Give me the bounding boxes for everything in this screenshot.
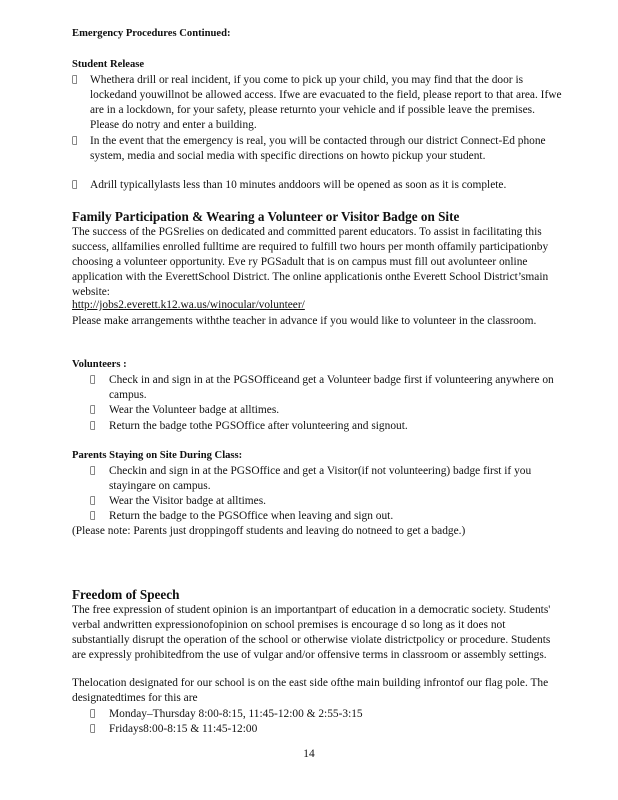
- bullet-icon: [90, 494, 95, 509]
- bullet-icon: [90, 403, 95, 418]
- subheading-student-release: Student Release: [72, 59, 145, 70]
- page-number: 14: [303, 748, 315, 760]
- bullet-icon: [90, 707, 95, 722]
- subheading-parents-staying: Parents Staying on Site During Class:: [72, 450, 243, 461]
- subheading-volunteers: Volunteers :: [72, 359, 127, 370]
- list-item: Whethera drill or real incident, if you come to pick up your child, you may find that the door is lockedand youwillnot be allowed access. Ifwe are evacuated to the field, please report to that area. Ifwe are in a lockdown, for your safety, please returnto your vehicle and if possible leave the premises. Please do notry and enter a building.: [72, 73, 562, 133]
- bullet-icon: [72, 178, 77, 193]
- freedom-of-speech-paragraph: The free expression of student opinion is an importantpart of education in a democratic society. Students' verbal andwritten expressionofopinion on school premises is encourage d so long as it does not substantially disrupt the operation of the school or otherwise violate districtpolicy or procedure. Students are expressly prohibitedfrom the use of vulgar and/or offensive terms in classroom or assembly settings.: [72, 604, 551, 661]
- badge-note: (Please note: Parents just droppingoff students and leaving do notneed to get a badge.): [72, 525, 466, 537]
- section-heading-family-participation: Family Participation & Wearing a Volunteer or Visitor Badge on Site: [72, 209, 460, 224]
- bullet-icon: [90, 722, 95, 737]
- bullet-icon: [90, 509, 95, 524]
- list-item: Monday–Thursday 8:00-8:15, 11:45-12:00 & 2:55-3:15: [90, 707, 560, 722]
- bullet-icon: [72, 134, 77, 149]
- section-heading-emergency: Emergency Procedures Continued:: [72, 28, 231, 39]
- list-item: Checkin and sign in at the PGSOffice and get a Visitor(if not volunteering) badge first if you stayingare on campus.: [90, 464, 560, 494]
- list-item: Return the badge tothe PGSOffice after volunteering and signout.: [90, 419, 560, 434]
- list-item: Adrill typicallylasts less than 10 minutes anddoors will be opened as soon as it is complete.: [72, 178, 562, 193]
- section-heading-freedom-of-speech: Freedom of Speech: [72, 587, 180, 602]
- bullet-icon: [90, 464, 95, 479]
- list-item: Return the badge to the PGSOffice when leaving and sign out.: [90, 509, 560, 524]
- list-item: Wear the Volunteer badge at alltimes.: [90, 403, 560, 418]
- bullet-icon: [90, 373, 95, 388]
- bullet-icon: [72, 73, 77, 88]
- family-participation-paragraph: The success of the PGSrelies on dedicated and committed parent educators. To assist in facilitating this success, allfamilies enrolled fulltime are required to fulfill two hours per month offamily participationby choosing a volunteer opportunity. Eve ry PGSadult that is on campus must fill out avolunteer online application with the EverettSchool District. The online applicationis onthe Everett School District’smain website:: [72, 226, 549, 298]
- list-item: Fridays8:00-8:15 & 11:45-12:00: [90, 722, 560, 737]
- list-item: Check in and sign in at the PGSOfficeand get a Volunteer badge first if volunteering anywhere on campus.: [90, 373, 560, 403]
- volunteer-arrangement-note: Please make arrangements withthe teacher in advance if you would like to volunteer in the classroom.: [72, 315, 537, 327]
- list-item: In the event that the emergency is real, you will be contacted through our district Connect-Ed phone system, media and social media with specific directions on howto pickup your student.: [72, 134, 562, 164]
- bullet-icon: [90, 419, 95, 434]
- designated-location-paragraph: Thelocation designated for our school is on the east side ofthe main building infrontof our flag pole. The designatedtimes for this are: [72, 677, 549, 704]
- volunteer-link[interactable]: http://jobs2.everett.k12.wa.us/winocular/volunteer/: [72, 299, 305, 311]
- list-item: Wear the Visitor badge at alltimes.: [90, 494, 560, 509]
